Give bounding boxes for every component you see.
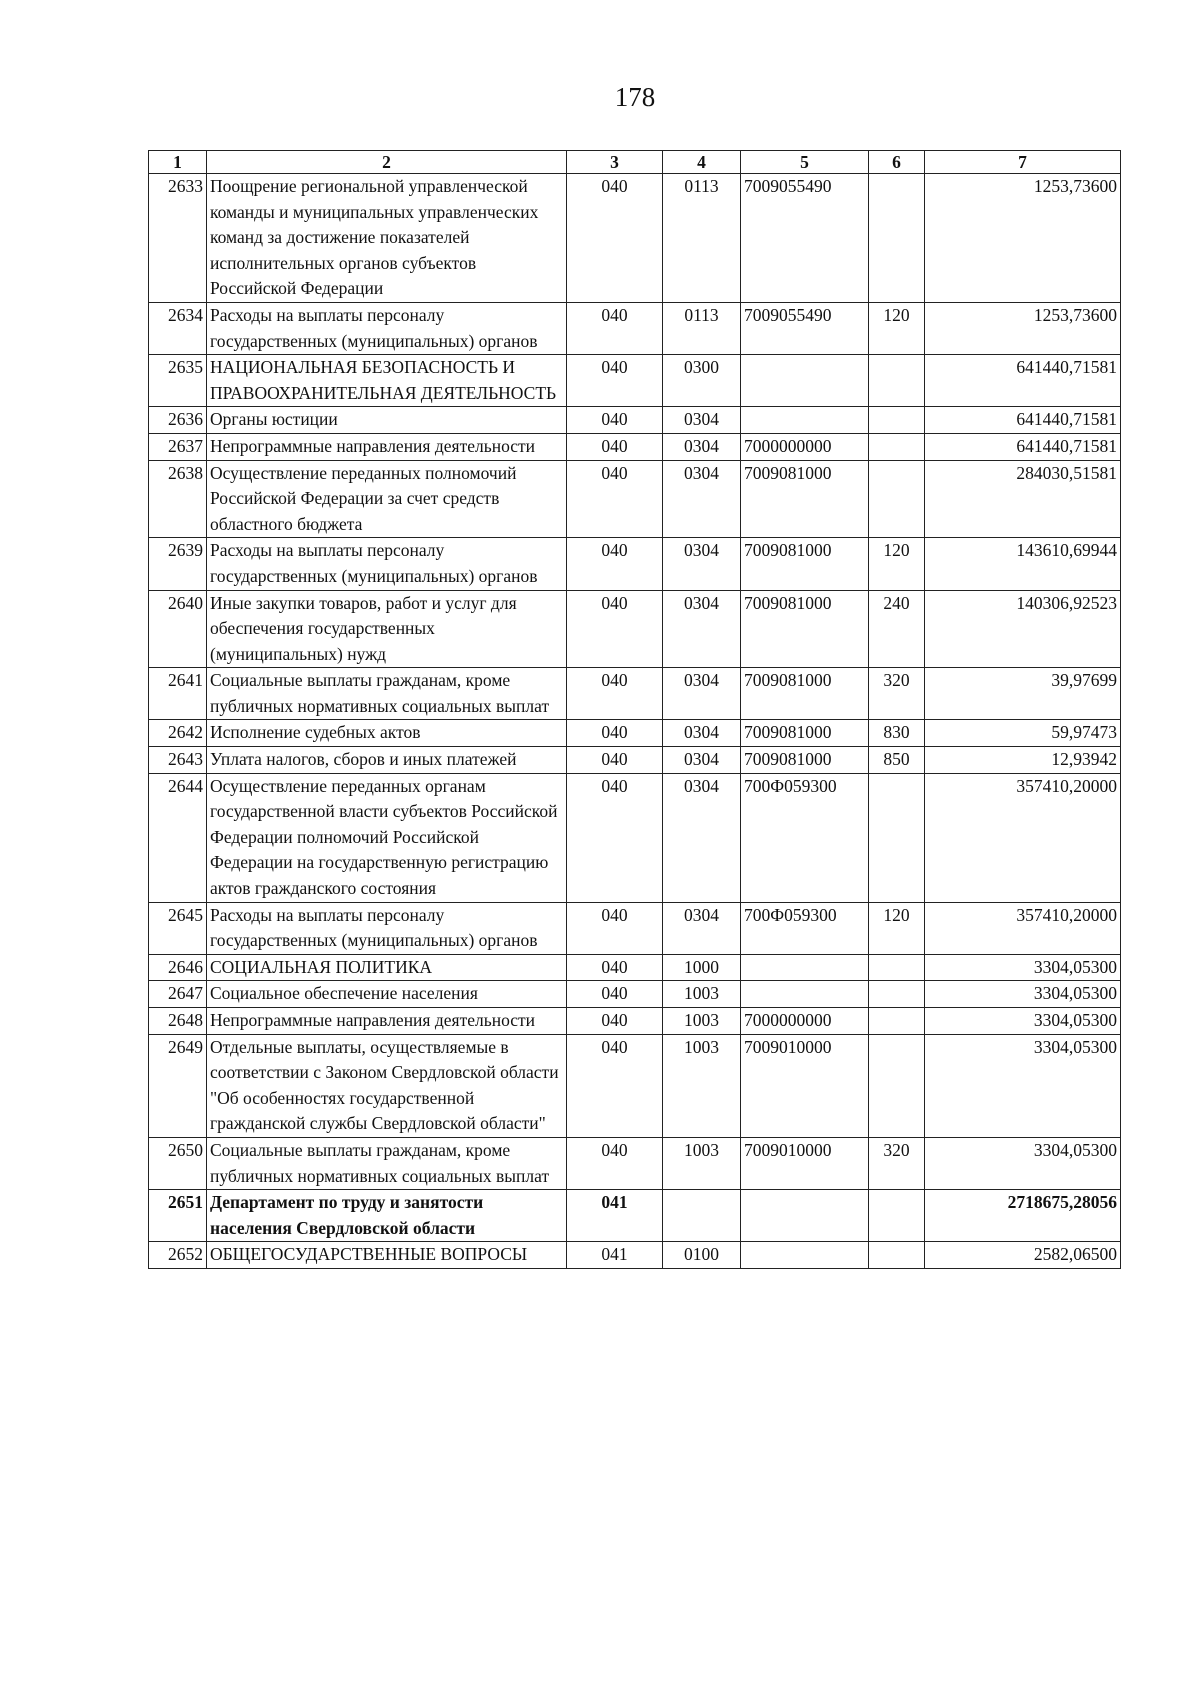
amount-cell: 357410,20000 [925, 773, 1121, 902]
column-header: 2 [207, 151, 567, 174]
expense-type-cell [869, 1008, 925, 1035]
section-code-cell: 0304 [663, 460, 741, 538]
table-row [149, 1034, 1121, 1137]
ministry-code-cell: 040 [567, 720, 663, 747]
amount-cell: 3304,05300 [925, 1008, 1121, 1035]
target-article-cell: 7009081000 [741, 747, 869, 774]
column-header: 4 [663, 151, 741, 174]
ministry-code-cell: 040 [567, 302, 663, 354]
row-name-cell: Непрограммные направления деятельности [207, 1008, 567, 1035]
expense-type-cell [869, 1034, 925, 1137]
amount-cell: 39,97699 [925, 668, 1121, 720]
row-number-cell: 2644 [149, 773, 207, 902]
row-number-cell: 2635 [149, 355, 207, 407]
target-article-cell: 7009081000 [741, 668, 869, 720]
row-name-cell: Осуществление переданных полномочий Российской Федерации за счет средств областного бюджета [207, 460, 567, 538]
row-number-cell: 2649 [149, 1034, 207, 1137]
amount-cell: 357410,20000 [925, 902, 1121, 954]
section-code-cell: 0304 [663, 668, 741, 720]
ministry-code-cell: 040 [567, 902, 663, 954]
ministry-code-cell: 040 [567, 747, 663, 774]
expense-type-cell: 320 [869, 1137, 925, 1189]
target-article-cell: 7000000000 [741, 433, 869, 460]
amount-cell: 143610,69944 [925, 538, 1121, 590]
ministry-code-cell: 040 [567, 460, 663, 538]
column-header: 6 [869, 151, 925, 174]
row-number-cell: 2640 [149, 590, 207, 668]
section-code-cell: 0113 [663, 302, 741, 354]
expense-type-cell [869, 460, 925, 538]
expense-type-cell [869, 433, 925, 460]
expense-type-cell [869, 954, 925, 981]
section-code-cell: 1003 [663, 981, 741, 1008]
section-code-cell: 1000 [663, 954, 741, 981]
row-number-cell: 2634 [149, 302, 207, 354]
row-name-cell: Органы юстиции [207, 407, 567, 434]
row-name-cell: СОЦИАЛЬНАЯ ПОЛИТИКА [207, 954, 567, 981]
row-number-cell: 2638 [149, 460, 207, 538]
table-row [149, 720, 1121, 747]
row-number-cell: 2647 [149, 981, 207, 1008]
expense-type-cell [869, 773, 925, 902]
row-number-cell: 2637 [149, 433, 207, 460]
row-name-cell: Социальные выплаты гражданам, кроме публичных нормативных социальных выплат [207, 668, 567, 720]
section-code-cell: 0113 [663, 174, 741, 303]
header-row [149, 151, 1121, 174]
ministry-code-cell: 040 [567, 773, 663, 902]
row-name-cell: Расходы на выплаты персоналу государственных (муниципальных) органов [207, 902, 567, 954]
section-code-cell: 0300 [663, 355, 741, 407]
target-article-cell: 7009081000 [741, 720, 869, 747]
table-row [149, 1137, 1121, 1189]
ministry-code-cell: 040 [567, 174, 663, 303]
row-name-cell: Осуществление переданных органам государственной власти субъектов Российской Федерации полномочий Российской Федерации на государственную регистрацию актов гражданского состояния [207, 773, 567, 902]
row-number-cell: 2636 [149, 407, 207, 434]
table-row [149, 460, 1121, 538]
ministry-code-cell: 040 [567, 538, 663, 590]
amount-cell: 2718675,28056 [925, 1190, 1121, 1242]
target-article-cell: 700Ф059300 [741, 902, 869, 954]
table-row [149, 407, 1121, 434]
target-article-cell [741, 355, 869, 407]
table-row [149, 355, 1121, 407]
target-article-cell: 7009010000 [741, 1034, 869, 1137]
expense-type-cell [869, 407, 925, 434]
column-header: 5 [741, 151, 869, 174]
expense-type-cell: 240 [869, 590, 925, 668]
target-article-cell: 7009010000 [741, 1137, 869, 1189]
amount-cell: 1253,73600 [925, 174, 1121, 303]
table-row [149, 902, 1121, 954]
row-name-cell: НАЦИОНАЛЬНАЯ БЕЗОПАСНОСТЬ И ПРАВООХРАНИТЕЛЬНАЯ ДЕЯТЕЛЬНОСТЬ [207, 355, 567, 407]
target-article-cell: 7000000000 [741, 1008, 869, 1035]
section-code-cell: 0304 [663, 407, 741, 434]
expense-type-cell [869, 1242, 925, 1269]
row-name-cell: Иные закупки товаров, работ и услуг для обеспечения государственных (муниципальных) нужд [207, 590, 567, 668]
column-header: 3 [567, 151, 663, 174]
ministry-code-cell: 040 [567, 355, 663, 407]
row-name-cell: Расходы на выплаты персоналу государственных (муниципальных) органов [207, 302, 567, 354]
amount-cell: 641440,71581 [925, 355, 1121, 407]
row-name-cell: Уплата налогов, сборов и иных платежей [207, 747, 567, 774]
section-code-cell: 0304 [663, 747, 741, 774]
row-number-cell: 2651 [149, 1190, 207, 1242]
amount-cell: 59,97473 [925, 720, 1121, 747]
ministry-code-cell: 040 [567, 1034, 663, 1137]
target-article-cell: 7009081000 [741, 590, 869, 668]
table-row [149, 538, 1121, 590]
ministry-code-cell: 041 [567, 1242, 663, 1269]
row-number-cell: 2645 [149, 902, 207, 954]
table-row [149, 773, 1121, 902]
table-row [149, 747, 1121, 774]
ministry-code-cell: 040 [567, 590, 663, 668]
section-code-cell: 0304 [663, 538, 741, 590]
target-article-cell: 700Ф059300 [741, 773, 869, 902]
target-article-cell [741, 1242, 869, 1269]
ministry-code-cell: 040 [567, 407, 663, 434]
row-number-cell: 2643 [149, 747, 207, 774]
ministry-code-cell: 040 [567, 954, 663, 981]
expense-type-cell: 120 [869, 902, 925, 954]
ministry-code-cell: 040 [567, 668, 663, 720]
row-name-cell: Департамент по труду и занятости населения Свердловской области [207, 1190, 567, 1242]
expense-type-cell [869, 1190, 925, 1242]
table-row [149, 590, 1121, 668]
section-code-cell: 0100 [663, 1242, 741, 1269]
table-row [149, 1190, 1121, 1242]
expense-type-cell [869, 355, 925, 407]
amount-cell: 284030,51581 [925, 460, 1121, 538]
amount-cell: 140306,92523 [925, 590, 1121, 668]
amount-cell: 3304,05300 [925, 1034, 1121, 1137]
row-number-cell: 2642 [149, 720, 207, 747]
section-code-cell: 1003 [663, 1034, 741, 1137]
section-code-cell: 1003 [663, 1008, 741, 1035]
amount-cell: 1253,73600 [925, 302, 1121, 354]
target-article-cell: 7009055490 [741, 174, 869, 303]
row-number-cell: 2641 [149, 668, 207, 720]
expense-type-cell: 120 [869, 302, 925, 354]
expense-type-cell: 850 [869, 747, 925, 774]
ministry-code-cell: 040 [567, 1137, 663, 1189]
ministry-code-cell: 040 [567, 981, 663, 1008]
section-code-cell: 0304 [663, 590, 741, 668]
budget-table [148, 150, 1121, 1269]
table-row [149, 433, 1121, 460]
section-code-cell: 0304 [663, 720, 741, 747]
row-name-cell: ОБЩЕГОСУДАРСТВЕННЫЕ ВОПРОСЫ [207, 1242, 567, 1269]
row-name-cell: Отдельные выплаты, осуществляемые в соответствии с Законом Свердловской области "Об особенностях государственной гражданской службы Свердловской области" [207, 1034, 567, 1137]
target-article-cell [741, 407, 869, 434]
row-number-cell: 2650 [149, 1137, 207, 1189]
row-number-cell: 2633 [149, 174, 207, 303]
target-article-cell: 7009081000 [741, 538, 869, 590]
target-article-cell: 7009055490 [741, 302, 869, 354]
column-header: 1 [149, 151, 207, 174]
amount-cell: 12,93942 [925, 747, 1121, 774]
table-row [149, 174, 1121, 303]
column-header: 7 [925, 151, 1121, 174]
amount-cell: 641440,71581 [925, 407, 1121, 434]
expense-type-cell [869, 981, 925, 1008]
expense-type-cell: 830 [869, 720, 925, 747]
expense-type-cell: 120 [869, 538, 925, 590]
row-name-cell: Социальные выплаты гражданам, кроме публичных нормативных социальных выплат [207, 1137, 567, 1189]
table-row [149, 668, 1121, 720]
row-number-cell: 2646 [149, 954, 207, 981]
table-row [149, 1242, 1121, 1269]
amount-cell: 3304,05300 [925, 1137, 1121, 1189]
expense-type-cell: 320 [869, 668, 925, 720]
row-name-cell: Непрограммные направления деятельности [207, 433, 567, 460]
section-code-cell: 0304 [663, 773, 741, 902]
section-code-cell [663, 1190, 741, 1242]
target-article-cell: 7009081000 [741, 460, 869, 538]
table-row [149, 1008, 1121, 1035]
target-article-cell [741, 954, 869, 981]
amount-cell: 3304,05300 [925, 954, 1121, 981]
page-number: 178 [614, 82, 656, 112]
target-article-cell [741, 1190, 869, 1242]
amount-cell: 2582,06500 [925, 1242, 1121, 1269]
table-row [149, 981, 1121, 1008]
row-name-cell: Исполнение судебных актов [207, 720, 567, 747]
row-number-cell: 2652 [149, 1242, 207, 1269]
amount-cell: 3304,05300 [925, 981, 1121, 1008]
table-row [149, 954, 1121, 981]
target-article-cell [741, 981, 869, 1008]
table-row [149, 302, 1121, 354]
row-number-cell: 2639 [149, 538, 207, 590]
row-name-cell: Поощрение региональной управленческой команды и муниципальных управленческих команд за достижение показателей исполнительных органов субъектов Российской Федерации [207, 174, 567, 303]
row-name-cell: Социальное обеспечение населения [207, 981, 567, 1008]
section-code-cell: 0304 [663, 433, 741, 460]
row-number-cell: 2648 [149, 1008, 207, 1035]
ministry-code-cell: 041 [567, 1190, 663, 1242]
row-name-cell: Расходы на выплаты персоналу государственных (муниципальных) органов [207, 538, 567, 590]
ministry-code-cell: 040 [567, 1008, 663, 1035]
expense-type-cell [869, 174, 925, 303]
amount-cell: 641440,71581 [925, 433, 1121, 460]
section-code-cell: 0304 [663, 902, 741, 954]
ministry-code-cell: 040 [567, 433, 663, 460]
section-code-cell: 1003 [663, 1137, 741, 1189]
